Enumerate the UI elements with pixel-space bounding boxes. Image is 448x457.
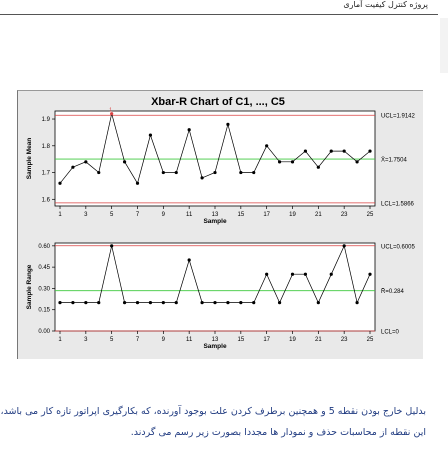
range-ytick-label: 0.45 bbox=[38, 265, 50, 272]
range-data-point bbox=[58, 301, 61, 304]
range-data-point bbox=[200, 301, 203, 304]
range-xtick-label: 7 bbox=[135, 337, 140, 343]
mean-data-point bbox=[278, 160, 281, 163]
mean-data-point bbox=[123, 160, 126, 163]
mean-xtick-label: 19 bbox=[289, 212, 296, 218]
chart-title: Xbar-R Chart of C1, ..., C5 bbox=[151, 96, 285, 108]
chart-canvas bbox=[18, 91, 423, 359]
mean-data-point bbox=[136, 182, 139, 185]
range-data-point bbox=[226, 301, 229, 304]
mean-data-point bbox=[355, 160, 358, 163]
mean-data-point bbox=[84, 160, 87, 163]
range-data-point bbox=[330, 273, 333, 276]
mean-xtick-label: 21 bbox=[314, 212, 322, 218]
range-ylabel: Sample Range bbox=[26, 264, 33, 310]
mean-xtick-label: 15 bbox=[237, 212, 245, 218]
mean-ytick-label: 1.7 bbox=[41, 170, 50, 177]
mean-test-marker: 1 bbox=[109, 107, 113, 114]
range-xtick-label: 17 bbox=[263, 337, 271, 343]
mean-data-point bbox=[175, 171, 178, 174]
range-data-point bbox=[317, 301, 320, 304]
mean-xtick-label: 17 bbox=[263, 212, 271, 218]
range-data-point bbox=[175, 301, 178, 304]
mean-data-point bbox=[97, 171, 100, 174]
mean-data-point bbox=[226, 123, 229, 126]
mean-xtick-label: 7 bbox=[135, 212, 140, 218]
mean-ytick-label: 1.8 bbox=[41, 143, 50, 150]
mean-xtick-label: 23 bbox=[340, 212, 348, 218]
mean-plot-area bbox=[55, 111, 375, 206]
range-data-point bbox=[188, 258, 191, 261]
mean-center-label: X̄=1.7504 bbox=[381, 157, 407, 164]
mean-xlabel: Sample bbox=[203, 218, 227, 225]
range-ucl-label: UCL=0.6005 bbox=[381, 244, 415, 251]
document-header: پروژه کنترل کیفیت آماری bbox=[343, 0, 428, 9]
mean-xtick-label: 13 bbox=[211, 212, 219, 218]
range-ytick-label: 0.15 bbox=[38, 307, 50, 314]
range-data-point bbox=[368, 273, 371, 276]
range-xtick-label: 19 bbox=[289, 337, 296, 343]
range-xtick-label: 13 bbox=[211, 337, 219, 343]
mean-xtick-label: 1 bbox=[58, 212, 62, 218]
mean-data-point bbox=[291, 160, 294, 163]
range-xtick-label: 1 bbox=[58, 337, 62, 343]
mean-xtick-label: 5 bbox=[109, 212, 114, 218]
range-data-point bbox=[149, 301, 152, 304]
mean-data-point bbox=[265, 144, 268, 147]
mean-data-point bbox=[239, 171, 242, 174]
caption-line-1: بدلیل خارج بودن نقطه 5 و همچنین برطرف کردن علت بوجود آورنده، که بکارگیری اپراتور تازه کار می باشد، bbox=[0, 406, 426, 417]
mean-xtick-label: 11 bbox=[186, 212, 193, 218]
caption-line-2: این نقطه از محاسبات حذف و نمودار ها مجددا بصورت زیر رسم می گردند. bbox=[130, 427, 426, 438]
range-plot-area bbox=[55, 243, 375, 331]
range-data-point bbox=[265, 273, 268, 276]
mean-lcl-label: LCL=1.5866 bbox=[381, 201, 414, 208]
mean-data-point bbox=[317, 166, 320, 169]
mean-data-point bbox=[200, 176, 203, 179]
range-data-point bbox=[71, 301, 74, 304]
mean-data-point bbox=[149, 133, 152, 136]
range-xtick-label: 21 bbox=[314, 337, 322, 343]
mean-ytick-label: 1.9 bbox=[41, 117, 50, 124]
range-data-point bbox=[291, 273, 294, 276]
xbar-r-chart-figure bbox=[17, 90, 423, 359]
mean-data-point bbox=[188, 128, 191, 131]
range-data-point bbox=[213, 301, 216, 304]
mean-ytick-label: 1.6 bbox=[41, 197, 50, 204]
mean-data-point bbox=[71, 166, 74, 169]
mean-data-point bbox=[252, 171, 255, 174]
range-data-point bbox=[343, 244, 346, 247]
range-data-point bbox=[123, 301, 126, 304]
range-data-point bbox=[304, 273, 307, 276]
mean-data-point bbox=[213, 171, 216, 174]
range-data-point bbox=[239, 301, 242, 304]
mean-data-point bbox=[343, 150, 346, 153]
range-data-point bbox=[110, 244, 113, 247]
mean-xtick-label: 9 bbox=[161, 212, 166, 218]
page-edge bbox=[440, 18, 448, 73]
mean-data-point bbox=[58, 182, 61, 185]
range-ytick-label: 0.00 bbox=[38, 329, 50, 335]
mean-data-point bbox=[304, 150, 307, 153]
range-data-point bbox=[252, 301, 255, 304]
range-data-point bbox=[355, 301, 358, 304]
range-xtick-label: 5 bbox=[109, 337, 114, 343]
range-data-point bbox=[84, 301, 87, 304]
range-center-label: R̄=0.284 bbox=[381, 289, 404, 296]
header-divider bbox=[0, 14, 438, 15]
range-xtick-label: 25 bbox=[366, 337, 374, 343]
range-xtick-label: 23 bbox=[340, 337, 348, 343]
range-ytick-label: 0.30 bbox=[38, 286, 50, 293]
range-xlabel: Sample bbox=[203, 343, 227, 350]
range-data-point bbox=[278, 301, 281, 304]
range-xtick-label: 15 bbox=[237, 337, 245, 343]
range-ytick-label: 0.60 bbox=[38, 243, 50, 250]
mean-data-point bbox=[330, 150, 333, 153]
mean-xtick-label: 25 bbox=[366, 212, 374, 218]
range-xtick-label: 9 bbox=[161, 337, 166, 343]
range-data-point bbox=[162, 301, 165, 304]
range-data-point bbox=[97, 301, 100, 304]
mean-ylabel: Sample Mean bbox=[26, 137, 33, 180]
mean-ucl-label: UCL=1.9142 bbox=[381, 113, 415, 120]
range-lcl-label: LCL=0 bbox=[381, 329, 399, 336]
mean-xtick-label: 3 bbox=[84, 212, 88, 218]
range-data-point bbox=[136, 301, 139, 304]
range-xtick-label: 3 bbox=[84, 337, 88, 343]
mean-data-point bbox=[368, 150, 371, 153]
mean-data-point bbox=[162, 171, 165, 174]
range-xtick-label: 11 bbox=[186, 337, 193, 343]
